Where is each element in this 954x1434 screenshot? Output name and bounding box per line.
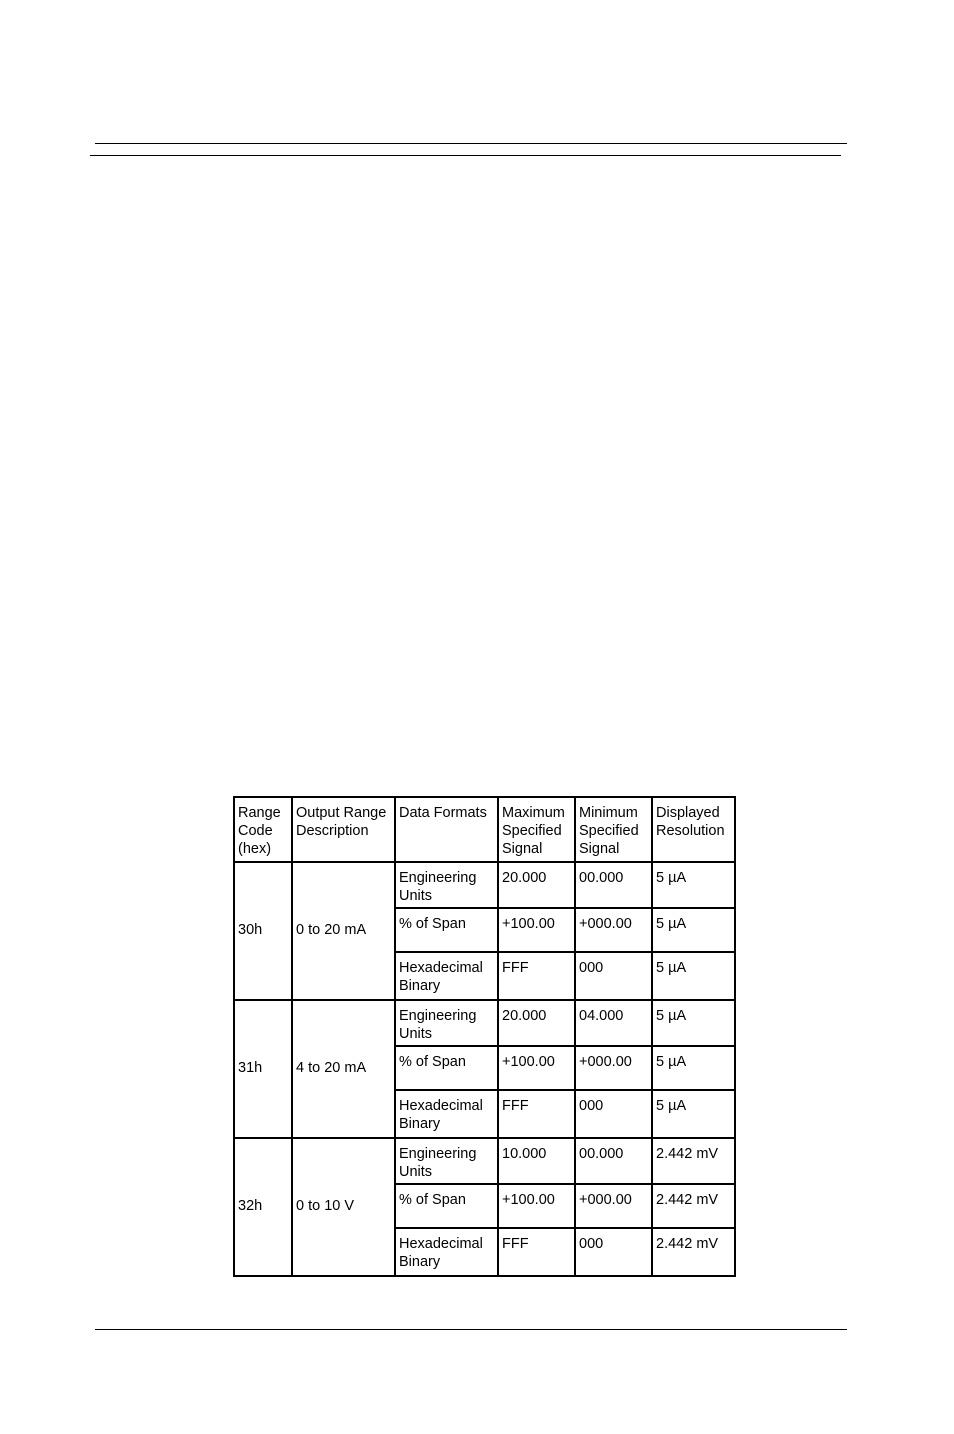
header-maximum-specified-signal: Maximum Specified Signal — [498, 797, 575, 862]
min-signal-cell: 00.000 — [575, 862, 652, 908]
range-code-cell: 30h — [234, 862, 292, 1000]
max-signal-cell: +100.00 — [498, 1184, 575, 1228]
data-format-cell: % of Span — [395, 1184, 498, 1228]
min-signal-cell: +000.00 — [575, 1046, 652, 1090]
range-code-cell: 32h — [234, 1138, 292, 1276]
header-data-formats: Data Formats — [395, 797, 498, 862]
header-minimum-specified-signal: Minimum Specified Signal — [575, 797, 652, 862]
header-output-range-description: Output Range Description — [292, 797, 395, 862]
output-range-table — [233, 796, 736, 1277]
data-format-cell: Hexadecimal Binary — [395, 1228, 498, 1276]
range-code-cell: 31h — [234, 1000, 292, 1138]
output-range-cell: 0 to 10 V — [292, 1138, 395, 1276]
max-signal-cell: FFF — [498, 1228, 575, 1276]
header-range-code: Range Code (hex) — [234, 797, 292, 862]
data-format-cell: Engineering Units — [395, 1138, 498, 1184]
data-format-cell: Engineering Units — [395, 862, 498, 908]
resolution-cell: 2.442 mV — [652, 1138, 735, 1184]
min-signal-cell: 000 — [575, 1090, 652, 1138]
data-format-cell: Engineering Units — [395, 1000, 498, 1046]
resolution-cell: 5 µA — [652, 1090, 735, 1138]
max-signal-cell: +100.00 — [498, 908, 575, 952]
table-header-row — [234, 797, 735, 862]
max-signal-cell: FFF — [498, 1090, 575, 1138]
max-signal-cell: 10.000 — [498, 1138, 575, 1184]
max-signal-cell: +100.00 — [498, 1046, 575, 1090]
min-signal-cell: +000.00 — [575, 1184, 652, 1228]
resolution-cell: 5 µA — [652, 862, 735, 908]
data-format-cell: Hexadecimal Binary — [395, 1090, 498, 1138]
header-rule-top — [95, 143, 847, 144]
resolution-cell: 2.442 mV — [652, 1184, 735, 1228]
resolution-cell: 2.442 mV — [652, 1228, 735, 1276]
footer-rule — [95, 1329, 847, 1330]
resolution-cell: 5 µA — [652, 1000, 735, 1046]
min-signal-cell: 00.000 — [575, 1138, 652, 1184]
header-rule-bottom — [90, 155, 841, 156]
max-signal-cell: 20.000 — [498, 1000, 575, 1046]
data-format-cell: % of Span — [395, 908, 498, 952]
output-range-cell: 4 to 20 mA — [292, 1000, 395, 1138]
data-format-cell: % of Span — [395, 1046, 498, 1090]
resolution-cell: 5 µA — [652, 908, 735, 952]
max-signal-cell: 20.000 — [498, 862, 575, 908]
min-signal-cell: 000 — [575, 1228, 652, 1276]
max-signal-cell: FFF — [498, 952, 575, 1000]
min-signal-cell: 04.000 — [575, 1000, 652, 1046]
table-row — [234, 1138, 735, 1184]
min-signal-cell: +000.00 — [575, 908, 652, 952]
table-row — [234, 1000, 735, 1046]
header-displayed-resolution: Displayed Resolution — [652, 797, 735, 862]
data-format-cell: Hexadecimal Binary — [395, 952, 498, 1000]
resolution-cell: 5 µA — [652, 1046, 735, 1090]
table-row — [234, 862, 735, 908]
min-signal-cell: 000 — [575, 952, 652, 1000]
output-range-cell: 0 to 20 mA — [292, 862, 395, 1000]
resolution-cell: 5 µA — [652, 952, 735, 1000]
